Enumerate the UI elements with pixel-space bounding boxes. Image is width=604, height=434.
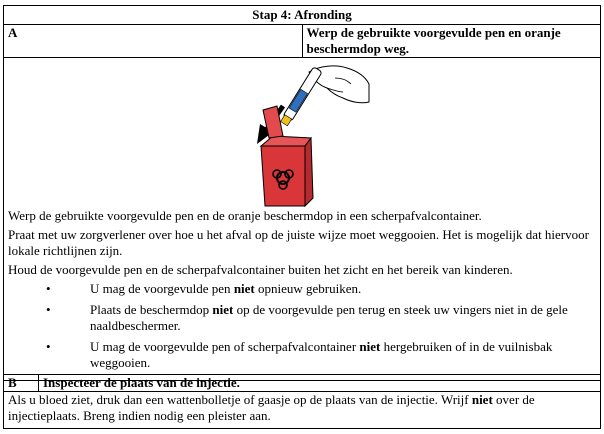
bullet-icon: • bbox=[46, 339, 51, 354]
paragraph-consult: Praat met uw zorgverlener over hoe u het afval op de juiste wijze moet weggooien. Het is mogelijk dat hiervoor lokale richtlijnen zijn. bbox=[8, 227, 589, 258]
disposal-illustration bbox=[8, 58, 596, 208]
list-item: • U mag de voorgevulde pen niet opnieuw gebruiken. bbox=[46, 281, 362, 296]
paragraph-dispose: Werp de gebruikte voorgevulde pen en de oranje beschermdop in een scherpafvalcontainer. bbox=[8, 208, 482, 223]
section-a-heading: Werp de gebruikte voorgevulde pen en oranje beschermdop weg. bbox=[302, 25, 601, 58]
section-a-label: A bbox=[4, 25, 303, 58]
section-a-body bbox=[4, 58, 601, 381]
step-4-table bbox=[3, 5, 601, 381]
section-b-body: Als u bloed ziet, druk dan een wattenbolletje of gaasje op de plaats van de injectie. Wrijf niet over de injectieplaats. Breng indien nodig een pleister aan. bbox=[4, 392, 601, 429]
bullet-icon: • bbox=[46, 302, 51, 317]
section-b-label: B bbox=[4, 375, 39, 392]
section-b-table bbox=[3, 374, 601, 429]
list-item: • U mag de voorgevulde pen of scherpafvalcontainer niet hergebruiken of in de vuilnisbak weggooien. bbox=[46, 339, 553, 370]
warning-list bbox=[8, 281, 596, 371]
section-b-heading: Inspecteer de plaats van de injectie. bbox=[39, 375, 601, 392]
bullet-icon: • bbox=[46, 281, 51, 296]
sharps-container-disposal-icon bbox=[243, 62, 373, 208]
step-title: Stap 4: Afronding bbox=[4, 6, 601, 25]
paragraph-keep-away: Houd de voorgevulde pen en de scherpafvalcontainer buiten het zicht en het bereik van kinderen. bbox=[8, 262, 513, 277]
list-item: • Plaats de beschermdop niet op de voorgevulde pen terug en steek uw vingers niet in de gele naaldbeschermer. bbox=[46, 302, 568, 333]
